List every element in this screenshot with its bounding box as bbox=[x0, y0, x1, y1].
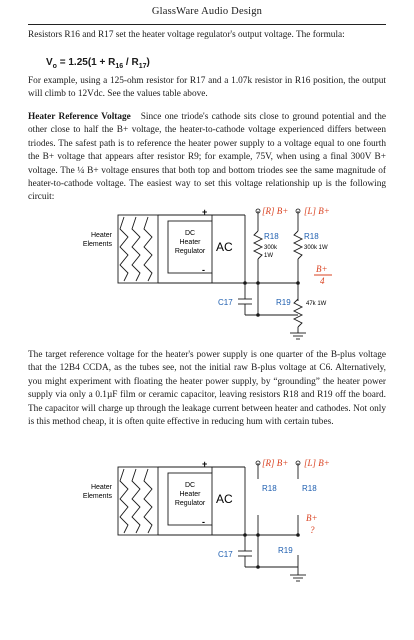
rb-right-label: [L] B+ bbox=[304, 206, 330, 216]
reg2-label-3: Regulator bbox=[174, 500, 206, 507]
regulator-box-2 bbox=[168, 473, 212, 525]
reg-label-3: Regulator bbox=[174, 248, 206, 255]
frac-num: B+ bbox=[316, 264, 328, 274]
r18b-label: R18 bbox=[304, 232, 319, 241]
r18b-label-2: R18 bbox=[302, 484, 317, 493]
paragraph-formula-intro: Resistors R16 and R17 set the heater voltage regulator's output voltage. The formula: bbox=[28, 30, 345, 40]
c17-label-2: C17 bbox=[218, 550, 233, 559]
heater-label-2: Elements bbox=[82, 241, 112, 248]
plus-label-2: + bbox=[202, 459, 208, 469]
ac-label-2: AC bbox=[216, 492, 233, 506]
formula: $V_o = 1.25(1 + R_{16} / R_{17})$ bbox=[46, 57, 150, 70]
rb-right-label-2: [L] B+ bbox=[304, 458, 330, 468]
rb-left-label: [R] B+ bbox=[262, 206, 289, 216]
paragraph-example: For example, using a 125-ohm resistor for R17 and a 1.07k resistor in R16 position, the output will climb to 12Vdc. See the values table above. bbox=[28, 76, 386, 100]
ac-label: AC bbox=[216, 240, 233, 254]
r19-label: R19 bbox=[276, 298, 291, 307]
r19-val: 47k 1W bbox=[306, 301, 327, 307]
r18a-val-1: 300k bbox=[264, 245, 278, 251]
plus-label: + bbox=[202, 207, 208, 217]
r19-label-2: R19 bbox=[278, 546, 293, 555]
page-header: GlassWare Audio Design bbox=[151, 6, 263, 17]
rb-left-label-2: [R] B+ bbox=[262, 458, 289, 468]
paragraph-target-reference: The target reference voltage for the heater's power supply is one quarter of the B-plus voltage that the 12B4 CCDA, as the tubes see, not the initial raw B-plus voltage at C6. Alternatively, you might experiment with floating the heater power supply, by “grounding” the heater power supply via only a 0.1µF film or ceramic capacitor, leaving resistors R18 and R19 off the board. The capacitor will charge up through the leakage current between heater and cathodes. Not only is this method cheap, it is often quite effective in reducing hum with certain tubes. bbox=[28, 350, 386, 428]
reg2-label-1: DC bbox=[184, 482, 196, 489]
reg-label-2: Heater bbox=[179, 239, 201, 246]
r18b-val: 300k 1W bbox=[304, 245, 328, 251]
circuit-diagram-2 bbox=[0, 455, 414, 590]
section-heading: Heater Reference Voltage bbox=[28, 112, 131, 122]
r18a-label-2: R18 bbox=[262, 484, 277, 493]
r18a-val-2: 1W bbox=[264, 253, 273, 259]
header-rule bbox=[28, 24, 386, 25]
heater-label-2b: Elements bbox=[82, 493, 112, 500]
paragraph-heater-reference: Heater Reference Voltage Since one triode's cathode sits close to ground potential and the other close to half the B+ voltage, the heater-to-cathode voltage experienced differs between triodes. The safest path is to reference the heater power supply to a voltage equal to one fourth the B+ voltage that appears after resistor R9; for example, 75V, when using a final 300V B+ voltage. The ¼ B+ voltage ensures that both top and bottom triodes see the same magnitude of heater-to-cathode voltage. The easiest way to set this voltage relationship up is the following circuit: bbox=[28, 112, 386, 203]
r18a-label: R18 bbox=[264, 232, 279, 241]
bplus-label: B+ bbox=[306, 513, 318, 523]
reg2-label-2: Heater bbox=[179, 491, 201, 498]
heater-label-1b: Heater bbox=[90, 484, 112, 491]
circuit-diagram-1 bbox=[0, 203, 414, 353]
heater-label-1: Heater bbox=[90, 232, 112, 239]
minus-label-2: - bbox=[202, 517, 205, 527]
minus-label: - bbox=[202, 265, 205, 275]
c17-label: C17 bbox=[218, 298, 233, 307]
frac-den: 4 bbox=[320, 276, 325, 286]
question-label: ? bbox=[310, 525, 315, 535]
reg-label-1: DC bbox=[184, 230, 196, 237]
regulator-box bbox=[168, 221, 212, 273]
